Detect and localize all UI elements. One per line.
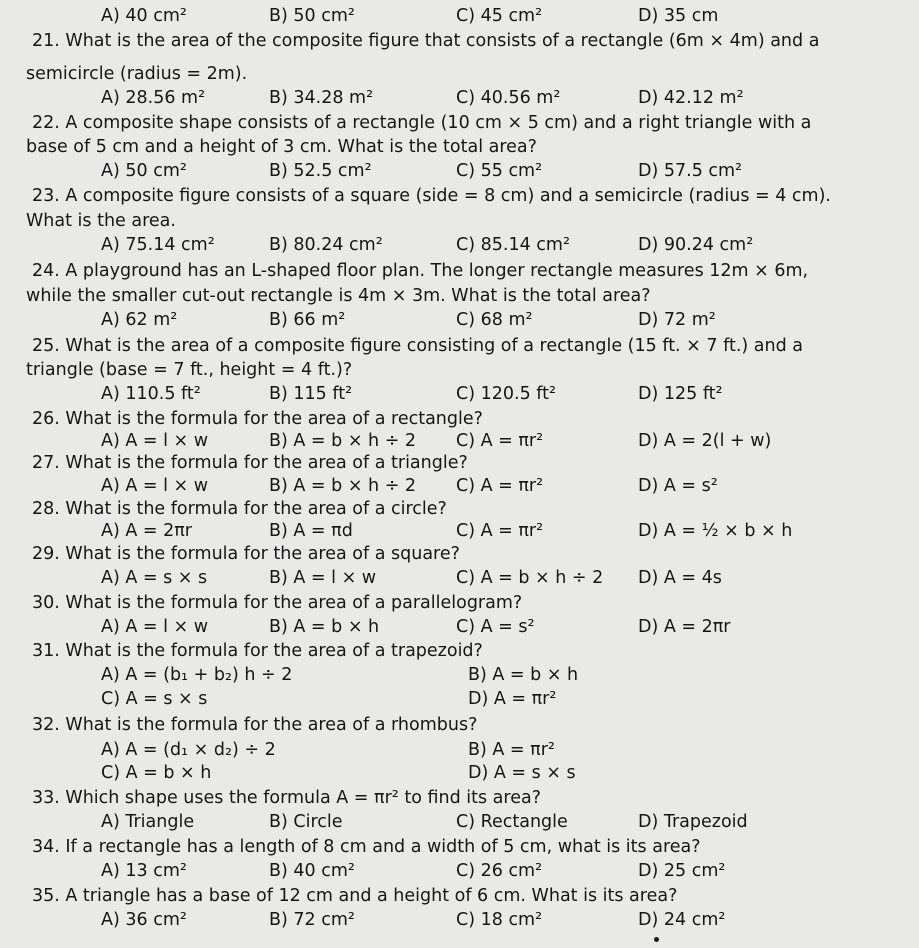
text-line [0, 110, 919, 136]
question-continuation: while the smaller cut-out rectangle is 4m × 3m. What is the total area? [26, 286, 651, 306]
option-d: D) 57.5 cm² [638, 161, 743, 181]
text-line [0, 183, 919, 209]
text-line [0, 809, 919, 835]
option-d: D) A = 2(l + w) [638, 431, 772, 451]
option-a: A) A = (d₁ × d₂) ÷ 2 [101, 740, 276, 760]
question-text: 32. What is the formula for the area of a rhombus? [32, 715, 478, 735]
question-text: 24. A playground has an L-shaped floor plan. The longer rectangle measures 12m × 6m, [32, 261, 809, 281]
question-continuation: semicircle (radius = 2m). [26, 64, 248, 84]
text-line [0, 28, 919, 54]
text-line [0, 686, 919, 712]
option-b: B) 115 ft² [269, 384, 353, 404]
option-a: A) A = 2πr [101, 521, 192, 541]
option-a: A) 50 cm² [101, 161, 187, 181]
text-line [0, 614, 919, 640]
option-a: A) 13 cm² [101, 861, 187, 881]
question-continuation: triangle (base = 7 ft., height = 4 ft.)? [26, 360, 353, 380]
option-a: A) 62 m² [101, 310, 178, 330]
option-c: C) 26 cm² [456, 861, 543, 881]
option-b: B) 80.24 cm² [269, 235, 383, 255]
option-b: B) A = b × h ÷ 2 [269, 476, 417, 496]
option-c: C) 55 cm² [456, 161, 543, 181]
option-b: B) A = l × w [269, 568, 377, 588]
question-text: 28. What is the formula for the area of a circle? [32, 499, 447, 519]
option-c: C) 40.56 m² [456, 88, 561, 108]
option-d: D) 24 cm² [638, 910, 726, 930]
text-line [0, 760, 919, 786]
text-line [0, 61, 919, 87]
option-a: A) A = l × w [101, 476, 209, 496]
option-d: D) A = s × s [468, 763, 576, 783]
option-d: D) 35 cm [638, 6, 719, 26]
option-c: C) 68 m² [456, 310, 533, 330]
option-b: B) A = πd [269, 521, 353, 541]
question-continuation: base of 5 cm and a height of 3 cm. What is the total area? [26, 137, 537, 157]
page-dot [654, 937, 659, 942]
option-c: C) Rectangle [456, 812, 568, 832]
option-a: A) 36 cm² [101, 910, 187, 930]
option-a: A) Triangle [101, 812, 195, 832]
option-b: B) 50 cm² [269, 6, 355, 26]
option-b: B) A = πr² [468, 740, 555, 760]
option-d: D) A = ½ × b × h [638, 521, 793, 541]
option-b: B) 52.5 cm² [269, 161, 372, 181]
option-d: D) 42.12 m² [638, 88, 744, 108]
option-c: C) A = s × s [101, 689, 208, 709]
option-d: D) Trapezoid [638, 812, 748, 832]
option-a: A) 110.5 ft² [101, 384, 201, 404]
question-text: 30. What is the formula for the area of a parallelogram? [32, 593, 523, 613]
question-text: 25. What is the area of a composite figure consisting of a rectangle (15 ft. × 7 ft.) and a [32, 336, 803, 356]
text-line [0, 357, 919, 383]
option-b: B) 72 cm² [269, 910, 355, 930]
text-line [0, 232, 919, 258]
option-d: D) 25 cm² [638, 861, 726, 881]
option-d: D) A = 4s [638, 568, 722, 588]
option-c: C) A = b × h [101, 763, 212, 783]
text-line [0, 381, 919, 407]
text-line [0, 208, 919, 234]
option-d: D) 90.24 cm² [638, 235, 754, 255]
option-a: A) 75.14 cm² [101, 235, 215, 255]
option-b: B) A = b × h ÷ 2 [269, 431, 417, 451]
text-line [0, 258, 919, 284]
option-c: C) 120.5 ft² [456, 384, 557, 404]
option-c: C) A = s² [456, 617, 535, 637]
option-a: A) A = l × w [101, 617, 209, 637]
text-line [0, 541, 919, 567]
question-text: 29. What is the formula for the area of a square? [32, 544, 460, 564]
text-line [0, 158, 919, 184]
option-d: D) A = 2πr [638, 617, 731, 637]
option-b: B) 34.28 m² [269, 88, 374, 108]
option-d: D) 125 ft² [638, 384, 723, 404]
option-b: B) Circle [269, 812, 343, 832]
text-line [0, 134, 919, 160]
question-text: 35. A triangle has a base of 12 cm and a height of 6 cm. What is its area? [32, 886, 678, 906]
option-c: C) A = πr² [456, 521, 544, 541]
question-text: 23. A composite figure consists of a square (side = 8 cm) and a semicircle (radius = 4 cm). [32, 186, 831, 206]
text-line [0, 834, 919, 860]
text-line [0, 85, 919, 111]
question-text: 33. Which shape uses the formula A = πr² to find its area? [32, 788, 541, 808]
question-text: 21. What is the area of the composite figure that consists of a rectangle (6m × 4m) and a [32, 31, 820, 51]
option-c: C) 45 cm² [456, 6, 543, 26]
text-line [0, 785, 919, 811]
option-d: D) A = s² [638, 476, 718, 496]
option-b: B) 40 cm² [269, 861, 355, 881]
option-b: B) 66 m² [269, 310, 346, 330]
option-b: B) A = b × h [269, 617, 380, 637]
question-text: 22. A composite shape consists of a rectangle (10 cm × 5 cm) and a right triangle with a [32, 113, 812, 133]
text-line [0, 307, 919, 333]
option-a: A) A = s × s [101, 568, 208, 588]
option-a: A) 40 cm² [101, 6, 187, 26]
question-text: 34. If a rectangle has a length of 8 cm and a width of 5 cm, what is its area? [32, 837, 701, 857]
text-line [0, 3, 919, 29]
question-continuation: What is the area. [26, 211, 176, 231]
option-c: C) A = πr² [456, 476, 544, 496]
text-line [0, 333, 919, 359]
question-text: 31. What is the formula for the area of a trapezoid? [32, 641, 483, 661]
text-line [0, 883, 919, 909]
option-c: C) A = πr² [456, 431, 544, 451]
text-line [0, 638, 919, 664]
question-text: 27. What is the formula for the area of a triangle? [32, 453, 468, 473]
option-a: A) A = (b₁ + b₂) h ÷ 2 [101, 665, 293, 685]
text-line [0, 907, 919, 933]
option-d: D) A = πr² [468, 689, 557, 709]
option-d: D) 72 m² [638, 310, 716, 330]
option-b: B) A = b × h [468, 665, 579, 685]
question-text: 26. What is the formula for the area of a rectangle? [32, 409, 483, 429]
text-line [0, 662, 919, 688]
option-a: A) A = l × w [101, 431, 209, 451]
text-line [0, 712, 919, 738]
option-c: C) A = b × h ÷ 2 [456, 568, 604, 588]
text-line [0, 283, 919, 309]
text-line [0, 590, 919, 616]
text-line [0, 858, 919, 884]
option-a: A) 28.56 m² [101, 88, 206, 108]
text-line [0, 565, 919, 591]
option-c: C) 85.14 cm² [456, 235, 570, 255]
option-c: C) 18 cm² [456, 910, 543, 930]
